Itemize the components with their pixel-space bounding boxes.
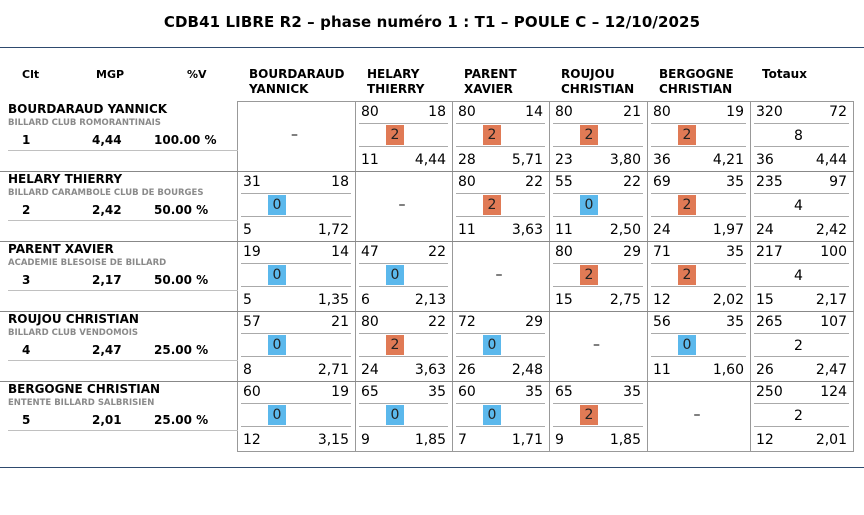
player-club: BILLARD CLUB ROMORANTINAIS: [8, 118, 161, 128]
match-average: 2,50: [609, 222, 641, 238]
cell-divider: [456, 426, 545, 427]
match-points: 19: [243, 244, 261, 260]
cell-divider: [359, 146, 448, 147]
cell-divider: [553, 146, 643, 147]
match-best-series: 8: [243, 362, 252, 378]
player-club: BILLARD CLUB VENDOMOIS: [8, 328, 139, 338]
match-average: 2,71: [317, 362, 349, 378]
win-badge: 2: [580, 265, 598, 285]
match-average: 1,71: [511, 432, 543, 448]
player-block: [8, 102, 238, 162]
player-win-pct: 100.00 %: [154, 133, 217, 147]
match-best-series: 7: [458, 432, 467, 448]
column-header-line1: HELARY: [367, 67, 420, 81]
total-match-points: 4: [794, 268, 803, 284]
match-best-series: 12: [243, 432, 261, 448]
match-innings: 18: [331, 174, 349, 190]
match-best-series: 5: [243, 292, 252, 308]
best-series: 12: [756, 432, 774, 448]
grid-vline: [549, 101, 550, 451]
cell-divider: [754, 403, 849, 404]
column-header-line1: BOURDARAUD: [249, 67, 345, 81]
player-block: [8, 242, 238, 302]
player-block: [8, 172, 238, 232]
cell-divider: [553, 263, 643, 264]
best-series: 36: [756, 152, 774, 168]
cell-divider: [651, 333, 746, 334]
match-best-series: 36: [653, 152, 671, 168]
total-innings: 124: [820, 384, 847, 400]
match-average: 1,85: [609, 432, 641, 448]
total-points: 235: [756, 174, 783, 190]
match-average: 2,48: [511, 362, 543, 378]
win-badge: 2: [386, 125, 404, 145]
loss-badge: 0: [580, 195, 598, 215]
match-innings: 14: [331, 244, 349, 260]
match-best-series: 15: [555, 292, 573, 308]
match-points: 69: [653, 174, 671, 190]
page-title: CDB41 LIBRE R2 – phase numéro 1 : T1 – POULE C – 12/10/2025: [163, 13, 701, 31]
player-block: [8, 312, 238, 372]
no-match-dash: –: [693, 407, 701, 423]
match-best-series: 9: [555, 432, 564, 448]
match-innings: 35: [623, 384, 641, 400]
total-points: 217: [756, 244, 783, 260]
total-match-points: 4: [794, 198, 803, 214]
win-badge: 2: [678, 195, 696, 215]
cell-divider: [359, 403, 448, 404]
column-header-line2: YANNICK: [249, 82, 309, 96]
total-innings: 72: [829, 104, 847, 120]
best-series: 15: [756, 292, 774, 308]
cell-divider: [241, 426, 351, 427]
column-header: [464, 67, 549, 97]
general-average: 2,01: [815, 432, 847, 448]
win-badge: 2: [678, 265, 696, 285]
grid-vline: [355, 101, 356, 451]
total-innings: 100: [820, 244, 847, 260]
cell-divider: [359, 356, 448, 357]
total-match-points: 2: [794, 338, 803, 354]
match-innings: 21: [623, 104, 641, 120]
mgp-header: MGP: [96, 68, 125, 81]
total-points: 250: [756, 384, 783, 400]
cell-divider: [553, 193, 643, 194]
cell-divider: [754, 123, 849, 124]
loss-badge: 0: [268, 195, 286, 215]
cell-divider: [754, 333, 849, 334]
match-average: 1,60: [712, 362, 744, 378]
cell-divider: [651, 146, 746, 147]
match-points: 60: [243, 384, 261, 400]
total-match-points: 2: [794, 408, 803, 424]
cell-divider: [241, 356, 351, 357]
match-best-series: 28: [458, 152, 476, 168]
cell-divider: [456, 403, 545, 404]
match-points: 72: [458, 314, 476, 330]
general-average: 2,17: [815, 292, 847, 308]
match-points: 47: [361, 244, 379, 260]
no-match-dash: –: [291, 127, 298, 143]
match-innings: 35: [428, 384, 446, 400]
match-best-series: 26: [458, 362, 476, 378]
player-win-pct: 25.00 %: [154, 413, 209, 427]
total-points: 265: [756, 314, 783, 330]
player-mgp: 2,17: [92, 273, 122, 287]
match-best-series: 11: [555, 222, 573, 238]
match-points: 55: [555, 174, 573, 190]
match-points: 80: [361, 104, 379, 120]
match-innings: 35: [726, 174, 744, 190]
column-header-line1: ROUJOU: [561, 67, 615, 81]
player-club: ACADEMIE BLESOISE DE BILLARD: [8, 258, 167, 268]
match-best-series: 12: [653, 292, 671, 308]
top-rule: [0, 47, 864, 48]
best-series: 24: [756, 222, 774, 238]
cell-divider: [651, 123, 746, 124]
match-best-series: 5: [243, 222, 252, 238]
column-header: [367, 67, 452, 97]
loss-badge: 0: [268, 405, 286, 425]
match-innings: 18: [428, 104, 446, 120]
player-club: ENTENTE BILLARD SALBRISIEN: [8, 398, 155, 408]
match-innings: 35: [726, 314, 744, 330]
cell-divider: [754, 356, 849, 357]
player-divider: [8, 290, 238, 291]
loss-badge: 0: [483, 335, 501, 355]
cell-divider: [359, 123, 448, 124]
cell-divider: [359, 333, 448, 334]
match-average: 2,02: [712, 292, 744, 308]
player-mgp: 4,44: [92, 133, 122, 147]
cell-divider: [359, 286, 448, 287]
match-innings: 22: [428, 244, 446, 260]
match-innings: 21: [331, 314, 349, 330]
cell-divider: [553, 426, 643, 427]
win-badge: 2: [580, 405, 598, 425]
match-average: 1,97: [712, 222, 744, 238]
general-average: 2,47: [815, 362, 847, 378]
match-innings: 22: [428, 314, 446, 330]
column-header-line1: Totaux: [762, 67, 807, 81]
match-best-series: 9: [361, 432, 370, 448]
match-best-series: 11: [458, 222, 476, 238]
cell-divider: [241, 193, 351, 194]
cell-divider: [553, 123, 643, 124]
player-rank: 2: [22, 203, 31, 217]
player-mgp: 2,42: [92, 203, 122, 217]
best-series: 26: [756, 362, 774, 378]
cell-divider: [651, 286, 746, 287]
match-best-series: 11: [653, 362, 671, 378]
match-points: 57: [243, 314, 261, 330]
match-points: 80: [458, 174, 476, 190]
match-points: 80: [653, 104, 671, 120]
no-match-dash: –: [398, 197, 406, 213]
cell-divider: [553, 216, 643, 217]
match-average: 2,75: [609, 292, 641, 308]
player-mgp: 2,01: [92, 413, 122, 427]
player-name: HELARY THIERRY: [8, 172, 123, 186]
match-average: 4,44: [414, 152, 446, 168]
loss-badge: 0: [268, 265, 286, 285]
match-points: 31: [243, 174, 261, 190]
player-win-pct: 25.00 %: [154, 343, 209, 357]
pct-header: %V: [187, 68, 207, 81]
cell-divider: [241, 216, 351, 217]
grid-vline: [853, 101, 854, 451]
column-header: [561, 67, 647, 97]
player-club: BILLARD CARAMBOLE CLUB DE BOURGES: [8, 188, 204, 198]
cell-divider: [456, 123, 545, 124]
match-innings: 14: [525, 104, 543, 120]
match-points: 71: [653, 244, 671, 260]
total-match-points: 8: [794, 128, 803, 144]
match-points: 65: [555, 384, 573, 400]
total-innings: 107: [820, 314, 847, 330]
match-points: 56: [653, 314, 671, 330]
match-innings: 29: [525, 314, 543, 330]
player-rank: 4: [22, 343, 31, 357]
cell-divider: [456, 193, 545, 194]
player-name: BERGOGNE CHRISTIAN: [8, 382, 161, 396]
player-rank: 1: [22, 133, 31, 147]
match-average: 5,71: [511, 152, 543, 168]
loss-badge: 0: [386, 265, 404, 285]
win-badge: 2: [483, 125, 501, 145]
column-header-line1: PARENT: [464, 67, 517, 81]
cell-divider: [651, 193, 746, 194]
match-innings: 22: [525, 174, 543, 190]
cell-divider: [754, 146, 849, 147]
win-badge: 2: [678, 125, 696, 145]
bottom-rule: [0, 467, 864, 468]
grid-hline: [237, 451, 854, 452]
win-badge: 2: [386, 335, 404, 355]
match-best-series: 11: [361, 152, 379, 168]
cell-divider: [241, 403, 351, 404]
cell-divider: [754, 426, 849, 427]
match-average: 2,13: [414, 292, 446, 308]
general-average: 2,42: [815, 222, 847, 238]
cell-divider: [754, 263, 849, 264]
cell-divider: [456, 216, 545, 217]
match-average: 1,72: [317, 222, 349, 238]
cell-divider: [754, 193, 849, 194]
match-points: 80: [555, 244, 573, 260]
player-mgp: 2,47: [92, 343, 122, 357]
cell-divider: [456, 146, 545, 147]
player-rank: 3: [22, 273, 31, 287]
player-name: BOURDARAUD YANNICK: [8, 102, 168, 116]
match-best-series: 24: [653, 222, 671, 238]
grid-vline: [750, 101, 751, 451]
column-header-line1: BERGOGNE: [659, 67, 734, 81]
column-header: [762, 67, 853, 82]
total-innings: 97: [829, 174, 847, 190]
cell-divider: [359, 426, 448, 427]
general-average: 4,44: [815, 152, 847, 168]
grid-vline: [452, 101, 453, 451]
loss-badge: 0: [483, 405, 501, 425]
player-divider: [8, 360, 238, 361]
match-points: 80: [458, 104, 476, 120]
cell-divider: [359, 263, 448, 264]
match-best-series: 6: [361, 292, 370, 308]
loss-badge: 0: [678, 335, 696, 355]
match-points: 60: [458, 384, 476, 400]
player-divider: [8, 430, 238, 431]
column-header: [659, 67, 750, 97]
player-name: ROUJOU CHRISTIAN: [8, 312, 139, 326]
cell-divider: [553, 403, 643, 404]
cell-divider: [754, 286, 849, 287]
match-average: 1,85: [414, 432, 446, 448]
win-badge: 2: [580, 125, 598, 145]
match-average: 3,15: [317, 432, 349, 448]
cell-divider: [754, 216, 849, 217]
player-block: [8, 382, 238, 442]
cell-divider: [456, 333, 545, 334]
no-match-dash: –: [593, 337, 600, 353]
player-win-pct: 50.00 %: [154, 273, 209, 287]
match-points: 80: [555, 104, 573, 120]
cell-divider: [241, 286, 351, 287]
match-average: 3,63: [511, 222, 543, 238]
grid-vline: [647, 101, 648, 451]
loss-badge: 0: [268, 335, 286, 355]
match-average: 4,21: [712, 152, 744, 168]
match-best-series: 24: [361, 362, 379, 378]
total-points: 320: [756, 104, 783, 120]
match-average: 3,80: [609, 152, 641, 168]
column-header-line2: THIERRY: [367, 82, 425, 96]
cell-divider: [456, 356, 545, 357]
match-best-series: 23: [555, 152, 573, 168]
cell-divider: [241, 333, 351, 334]
win-badge: 2: [483, 195, 501, 215]
grid-hline: [237, 101, 854, 102]
match-points: 80: [361, 314, 379, 330]
player-divider: [8, 150, 238, 151]
loss-badge: 0: [386, 405, 404, 425]
column-header: [249, 67, 355, 97]
match-innings: 19: [331, 384, 349, 400]
match-points: 65: [361, 384, 379, 400]
cell-divider: [651, 356, 746, 357]
rank-header: Clt: [22, 68, 40, 81]
no-match-dash: –: [495, 267, 503, 283]
player-divider: [8, 220, 238, 221]
column-header-line2: CHRISTIAN: [659, 82, 733, 96]
match-innings: 22: [623, 174, 641, 190]
match-innings: 29: [623, 244, 641, 260]
match-innings: 35: [726, 244, 744, 260]
match-average: 3,63: [414, 362, 446, 378]
cell-divider: [651, 216, 746, 217]
player-win-pct: 50.00 %: [154, 203, 209, 217]
cell-divider: [651, 263, 746, 264]
match-innings: 19: [726, 104, 744, 120]
player-rank: 5: [22, 413, 31, 427]
column-header-line2: XAVIER: [464, 82, 513, 96]
cell-divider: [553, 286, 643, 287]
cell-divider: [241, 263, 351, 264]
column-header-line2: CHRISTIAN: [561, 82, 635, 96]
player-name: PARENT XAVIER: [8, 242, 114, 256]
match-innings: 35: [525, 384, 543, 400]
match-average: 1,35: [317, 292, 349, 308]
